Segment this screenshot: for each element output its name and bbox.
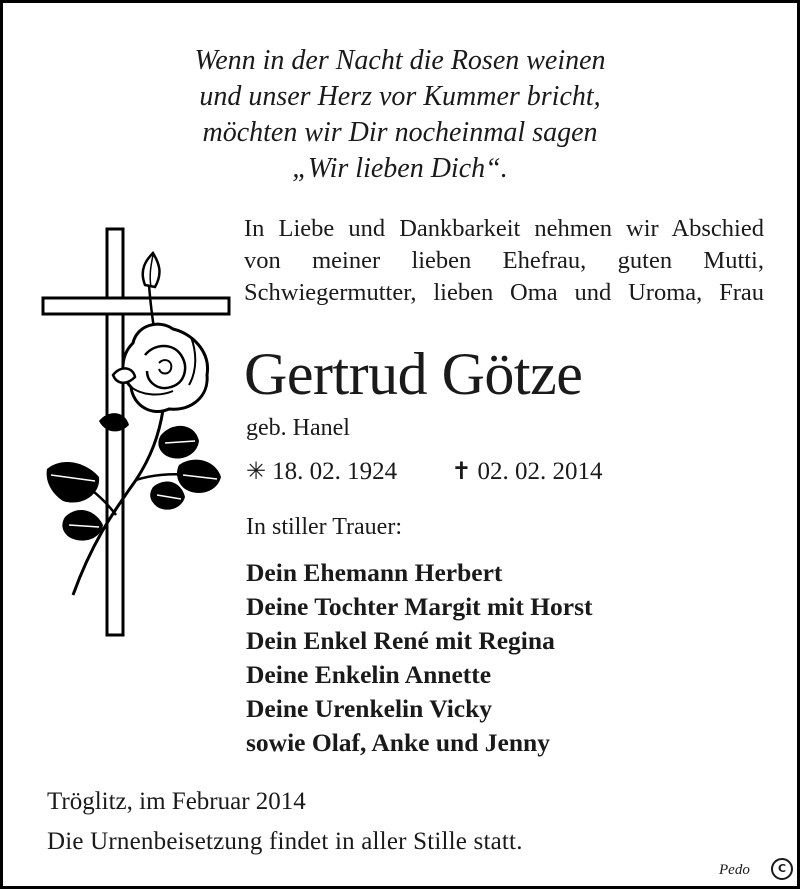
farewell-text — [244, 213, 764, 309]
poem-line: und unser Herz vor Kummer bricht, — [199, 81, 601, 112]
death-cross-icon: ✝ — [451, 459, 472, 485]
death-date-group — [451, 456, 602, 488]
mourner-line: Dein Enkel René mit Regina — [246, 626, 555, 655]
mourner-line: sowie Olaf, Anke und Jenny — [246, 728, 550, 757]
farewell-line: Schwiegermutter, lieben Oma und Uroma, Frau — [244, 279, 764, 306]
mourners-list — [246, 556, 593, 760]
burial-note: Die Urnenbeisetzung findet in aller Stille statt. — [47, 828, 523, 855]
birth-star-icon: ✳ — [246, 459, 267, 485]
deceased-name: Gertrud Götze — [244, 341, 583, 407]
mourner-line: Deine Tochter Margit mit Horst — [246, 592, 593, 621]
poem-line: möchten wir Dir nocheinmal sagen — [202, 117, 598, 148]
life-dates — [246, 456, 602, 488]
mourner-line: Deine Enkelin Annette — [246, 660, 492, 689]
birth-date: 18. 02. 1924 — [272, 458, 398, 485]
place-date: Tröglitz, im Februar 2014 — [47, 788, 306, 815]
farewell-line: von meiner lieben Ehefrau, guten Mutti, — [244, 247, 764, 274]
farewell-line: In Liebe und Dankbarkeit nehmen wir Abschied — [244, 215, 764, 242]
poem-line: „Wir lieben Dich“. — [292, 153, 508, 184]
death-date: 02. 02. 2014 — [477, 458, 603, 485]
poem-line: Wenn in der Nacht die Rosen weinen — [194, 45, 606, 76]
birth-name: geb. Hanel — [246, 415, 350, 441]
copyright-icon: C — [771, 858, 793, 880]
mourner-line: Deine Urenkelin Vicky — [246, 694, 493, 723]
poem — [3, 43, 797, 187]
birth-date-group — [246, 456, 397, 488]
mourner-line: Dein Ehemann Herbert — [246, 558, 503, 587]
cross-with-rose-icon — [41, 225, 231, 645]
mourning-label: In stiller Trauer: — [246, 514, 402, 540]
designer-signature: Pedo — [719, 862, 750, 878]
